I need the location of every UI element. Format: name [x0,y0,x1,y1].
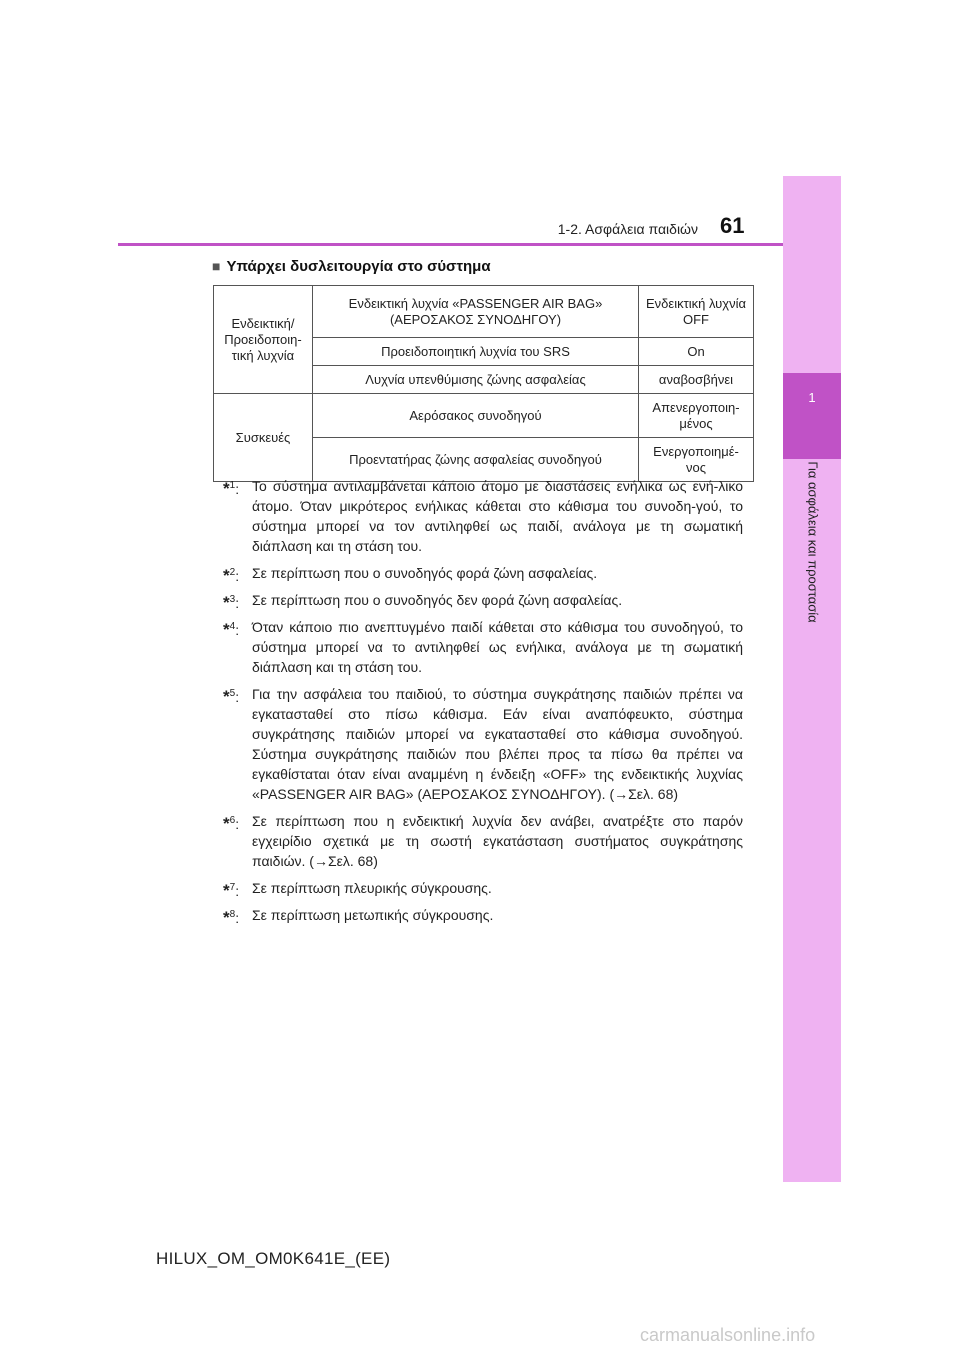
header-divider [118,243,783,246]
table-cell-value: Απενεργοποιη-μένος [639,394,754,438]
footnote-marker: *$^7$: [223,881,240,900]
table-cell-item: Προεντατήρας ζώνης ασφαλείας συνοδηγού [313,438,639,482]
footnote [223,905,743,925]
table-cell-item: Προειδοποιητική λυχνία του SRS [313,338,639,366]
chapter-title-text: Για ασφάλεια και προστασία [805,461,821,623]
table-cell-value: On [639,338,754,366]
footnote-text: Το σύστημα αντιλαμβάνεται κάποιο άτομο με διαστάσεις ενήλικα ως ενή-λικο άτομο. Όταν μικρότερος ενήλικας κάθεται στο κάθισμα του συνοδη-γού, το σύστημα μπορεί να τον αντιληφθεί ως παιδί, ανάλογα με τη σωματική διάπλαση και τη στάση του. [252,478,743,554]
section-header-title: 1-2. Ασφάλεια παιδιών [557,221,698,237]
footnote-text: Σε περίπτωση που ο συνοδηγός δεν φορά ζώνη ασφαλείας. [252,592,623,608]
footnote-marker: *$^1$: [223,479,240,498]
footnotes [223,476,743,932]
footnote-text: Για την ασφάλεια του παιδιού, το σύστημα συγκράτησης παιδιών πρέπει να εγκατασταθεί στο πίσω κάθισμα. Εάν είναι αναπόφευκτο, σύστημα συγκράτησης παιδιών μπορεί να εγκατασταθεί στο κάθισμα συνοδηγού. Σύστημα συγκράτησης παιδιών που βλέπει προς τα πίσω θα πρέπει να εγκαθίσταται όταν είναι αναμμένη η ένδειξη «OFF» της ενδεικτικής λυχνίας «PASSENGER AIR BAG» (ΑΕΡΟΣΑΚΟΣ ΣΥΝΟΔΗΓΟΥ). (→Σελ. 68) [252,686,743,802]
chapter-number: 1 [808,390,816,405]
section-heading [212,258,491,275]
footnote-text: Σε περίπτωση μετωπικής σύγκρουσης. [252,907,494,923]
side-tab [783,176,841,1182]
footnote-text: Σε περίπτωση πλευρικής σύγκρουσης. [252,880,492,896]
footnote-marker: *$^4$: [223,620,240,639]
footnote [223,878,743,898]
footnote-text: Σε περίπτωση που η ενδεικτική λυχνία δεν ανάβει, ανατρέξτε στο παρόν εγχειρίδιο σχετικά με τη σωστή εγκατάσταση συστήματος συγκράτησης παιδιών. (→Σελ. 68) [252,813,743,869]
footnote-marker: *$^8$: [223,908,240,927]
indicator-table [213,285,754,482]
table-cell-value: αναβοσβήνει [639,366,754,394]
footnote-marker: *$^3$: [223,593,240,612]
footnote-marker: *$^2$: [223,566,240,585]
footnote [223,563,743,583]
footnote-text: Όταν κάποιο πιο ανεπτυγμένο παιδί κάθεται στο κάθισμα του συνοδηγού, το σύστημα μπορεί να το αντιληφθεί ως ενήλικα, ανάλογα με τη σωματική διάπλαση και τη στάση του. [252,619,743,675]
footnote [223,684,743,804]
footnote [223,811,743,871]
footnote [223,476,743,556]
table-group-label: Συσκευές [214,394,313,482]
footnote-text: Σε περίπτωση που ο συνοδηγός φορά ζώνη ασφαλείας. [252,565,598,581]
table-cell-value: Ενεργοποιημέ-νος [639,438,754,482]
footnote-marker: *$^6$: [223,814,240,833]
page-number: 61 [720,213,745,238]
square-bullet-icon: ■ [212,258,221,274]
chapter-title [783,461,841,623]
watermark: carmanualsonline.info [640,1325,816,1345]
table-cell-value: Ενδεικτική λυχνία OFF [639,286,754,338]
section-heading-text: Υπάρχει δυσλειτουργία στο σύστημα [226,258,491,275]
table-cell-item: Αερόσακος συνοδηγού [313,394,639,438]
table-cell-item: Λυχνία υπενθύμισης ζώνης ασφαλείας [313,366,639,394]
side-tab-chapter-block [783,373,841,459]
table-group-label: Ενδεικτική/ Προειδοποιη-τική λυχνία [214,286,313,394]
table-row [214,286,754,338]
document-code: HILUX_OM_OM0K641E_(EE) [156,1249,391,1268]
footnote-marker: *$^5$: [223,687,240,706]
table-row [214,394,754,438]
footnote [223,617,743,677]
footnote [223,590,743,610]
table-cell-item: Ενδεικτική λυχνία «PASSENGER AIR BAG» (ΑΕΡΟΣΑΚΟΣ ΣΥΝΟΔΗΓΟΥ) [313,286,639,338]
